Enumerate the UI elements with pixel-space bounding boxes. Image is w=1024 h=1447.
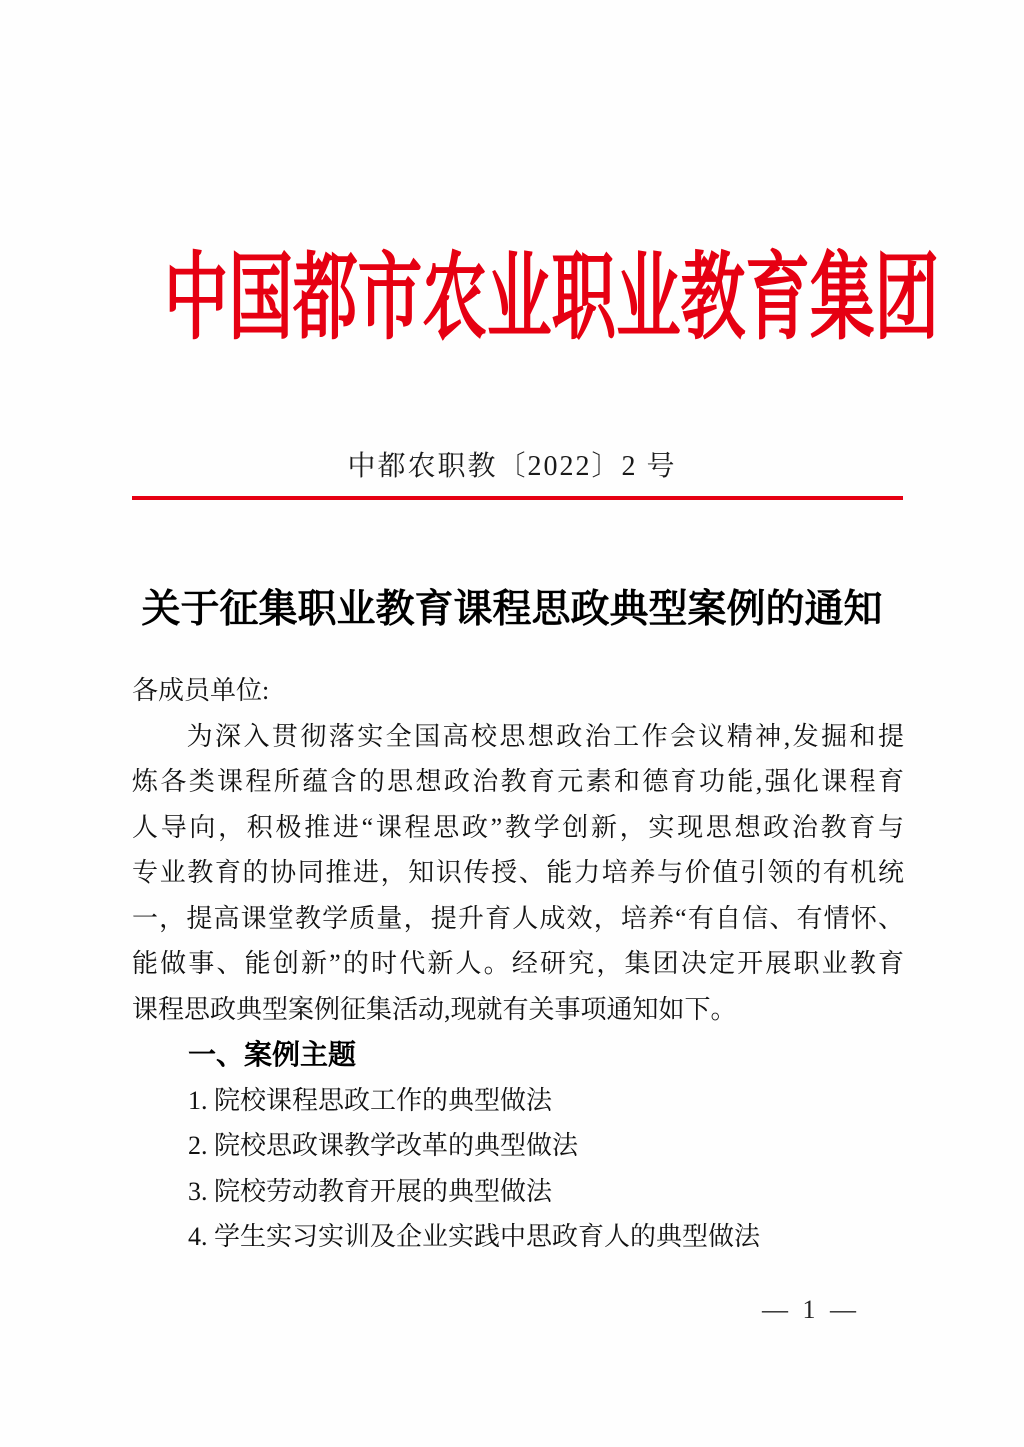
document-title: 关于征集职业教育课程思政典型案例的通知 — [141, 588, 883, 631]
document-body — [132, 668, 904, 1260]
paragraph-line: 人导向，积极推进“课程思政”教学创新，实现思想政治教育与 — [132, 812, 904, 842]
paragraph-line: 能做事、能创新”的时代新人。经研究，集团决定开展职业教育 — [132, 949, 904, 978]
paragraph-line: 课程思政典型案例征集活动,现就有关事项通知如下。 — [132, 994, 737, 1024]
document-number: 中都农职教〔2022〕2 号 — [347, 451, 677, 482]
org-banner-title: 中国都市农业职业教育集团 — [163, 245, 940, 351]
list-item: 4. 学生实习实训及企业实践中思政育人的典型做法 — [188, 1222, 761, 1251]
paragraph-line: 专业教育的协同推进，知识传授、能力培养与价值引领的有机统 — [132, 858, 904, 887]
list-item: 1. 院校课程思政工作的典型做法 — [188, 1085, 553, 1115]
paragraph-line: 一，提高课堂教学质量，提升育人成效，培养“有自信、有情怀、 — [132, 903, 904, 933]
paragraph-line: 炼各类课程所蕴含的思想政治教育元素和德育功能,强化课程育 — [132, 767, 904, 796]
page-number: — 1 — — [762, 1295, 860, 1324]
list-item: 3. 院校劳动教育开展的典型做法 — [188, 1176, 553, 1206]
paragraph-line: 为深入贯彻落实全国高校思想政治工作会议精神,发掘和提 — [186, 721, 904, 751]
red-divider-line — [132, 496, 903, 500]
section-heading-case-themes: 一、案例主题 — [188, 1039, 357, 1070]
list-item: 2. 院校思政课教学改革的典型做法 — [188, 1131, 579, 1160]
salutation: 各成员单位: — [132, 676, 270, 705]
